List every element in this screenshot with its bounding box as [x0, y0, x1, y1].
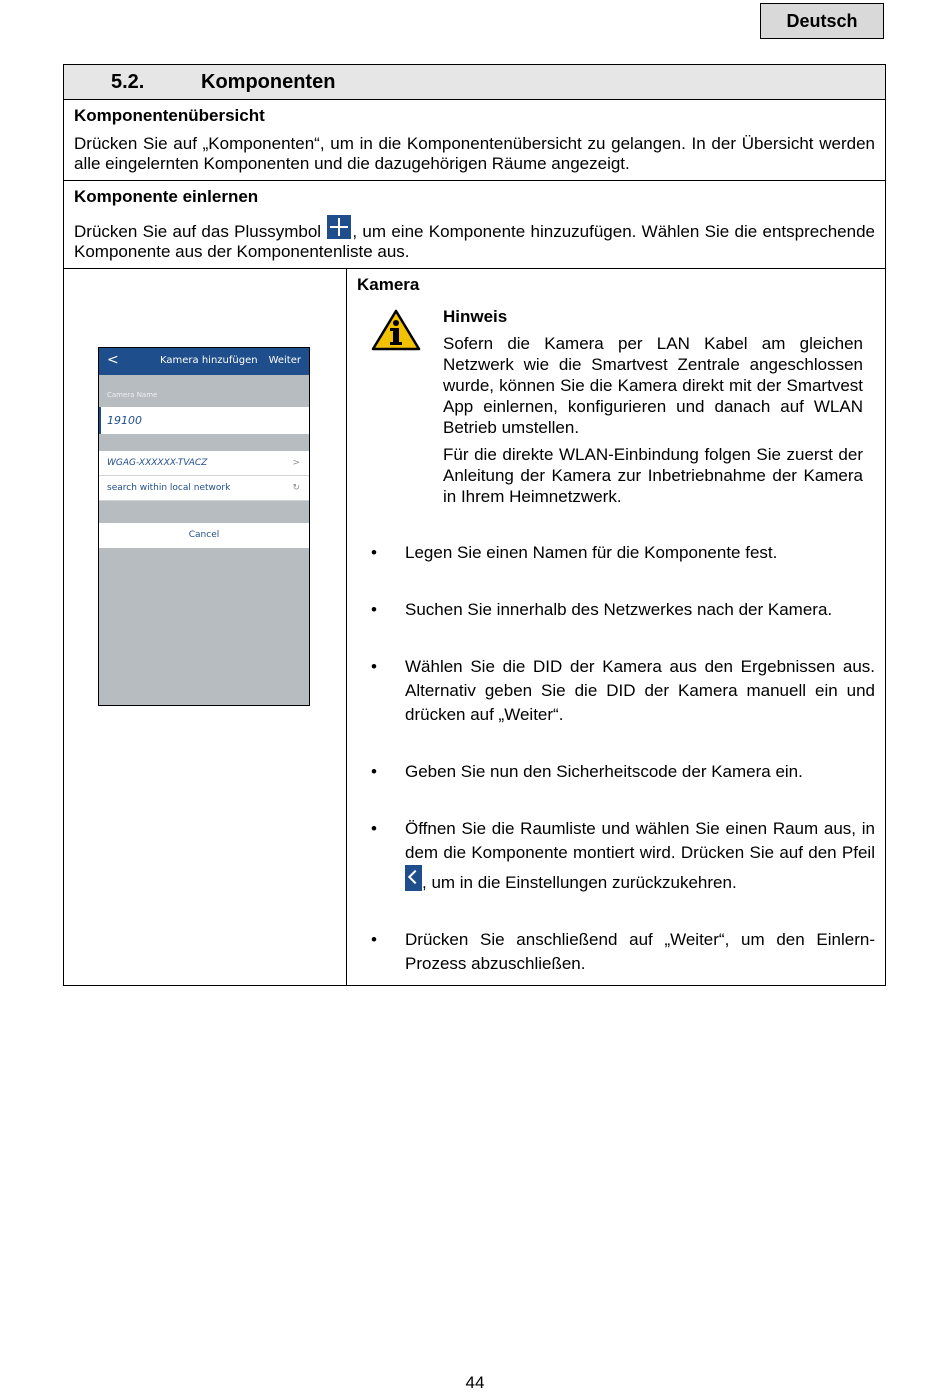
step-item: • Suchen Sie innerhalb des Netzwerkes nach der Kamera. — [357, 598, 875, 622]
page-number: 44 — [465, 1373, 485, 1392]
step-item — [357, 817, 875, 895]
hint-box — [357, 307, 875, 507]
overview-block — [64, 100, 885, 181]
phone-screenshot — [98, 347, 310, 706]
teach-heading: Komponente einlernen — [74, 187, 259, 206]
hint-paragraph-1: Sofern die Kamera per LAN Kabel am gleichen Netzwerk wie die Smartvest Zentrale angeschlossen wurde, können Sie die Kamera direkt mit der Smartvest App einlernen, konfigurieren und danach auf WLAN Betrieb umstellen. — [443, 334, 863, 437]
camera-title: Kamera — [357, 275, 420, 294]
chevron-right-icon: > — [292, 458, 300, 468]
phone-cancel-button: Cancel — [99, 523, 309, 548]
step-item: • Drücken Sie anschließend auf „Weiter“, um den Einlern-Prozess abzuschließen. — [357, 928, 875, 976]
camera-instructions — [347, 269, 885, 985]
step5-after: , um in die Einstellungen zurückzukehren. — [422, 873, 737, 892]
section-header — [64, 65, 885, 100]
step-item: • Geben Sie nun den Sicherheitscode der Kamera ein. — [357, 760, 875, 784]
phone-screenshot-column — [64, 269, 347, 985]
phone-next-button: Weiter — [268, 355, 301, 366]
refresh-icon: ↻ — [292, 483, 300, 493]
step-list — [357, 541, 875, 976]
section-number: 5.2. — [111, 71, 145, 93]
overview-text: Drücken Sie auf „Komponenten“, um in die Komponentenübersicht zu gelangen. In der Übersicht werden alle eingelernten Komponenten und die dazugehörigen Räume angezeigt. — [74, 134, 875, 173]
phone-title: Kamera hinzufügen — [160, 355, 258, 366]
teach-text — [74, 215, 875, 262]
teach-text-before: Drücken Sie auf das Plussymbol — [74, 222, 322, 241]
phone-title-bar — [99, 348, 309, 375]
camera-name-label: Camera Name — [107, 391, 158, 399]
teach-text-after: , um eine Komponente hinzuzufügen. Wählen Sie die entsprechende Komponente aus der Komponentenliste aus. — [74, 222, 875, 261]
hint-paragraph-2: Für die direkte WLAN-Einbindung folgen Sie zuerst der Anleitung der Kamera zur Inbetriebnahme der Kamera in Ihrem Heimnetzwerk. — [443, 445, 863, 506]
step5-before: Öffnen Sie die Raumliste und wählen Sie einen Raum aus, in dem die Komponente montiert wird. Drücken Sie auf den Pfeil — [405, 819, 875, 862]
section-title: Komponenten — [201, 71, 336, 93]
teach-block — [64, 181, 885, 269]
search-row-label: search within local network — [107, 483, 231, 493]
language-tab: Deutsch — [760, 3, 884, 39]
hint-title: Hinweis — [443, 307, 508, 326]
content-frame — [63, 64, 886, 986]
plus-icon — [327, 215, 351, 239]
did-row-label: WGAG-XXXXXX-TVACZ — [107, 458, 208, 468]
camera-section — [64, 269, 885, 985]
search-row — [99, 476, 309, 501]
overview-heading: Komponentenübersicht — [74, 106, 265, 125]
step-item: • Wählen Sie die DID der Kamera aus den Ergebnissen aus. Alternativ geben Sie die DID der Kamera manuell ein und drücken auf „Weiter“. — [357, 655, 875, 727]
did-row — [99, 451, 309, 476]
info-warning-icon — [371, 309, 421, 351]
step-item: • Legen Sie einen Namen für die Komponente fest. — [357, 541, 875, 565]
back-arrow-icon — [405, 865, 422, 891]
camera-name-field: 19100 — [99, 407, 309, 434]
back-chevron-icon: < — [107, 352, 119, 368]
